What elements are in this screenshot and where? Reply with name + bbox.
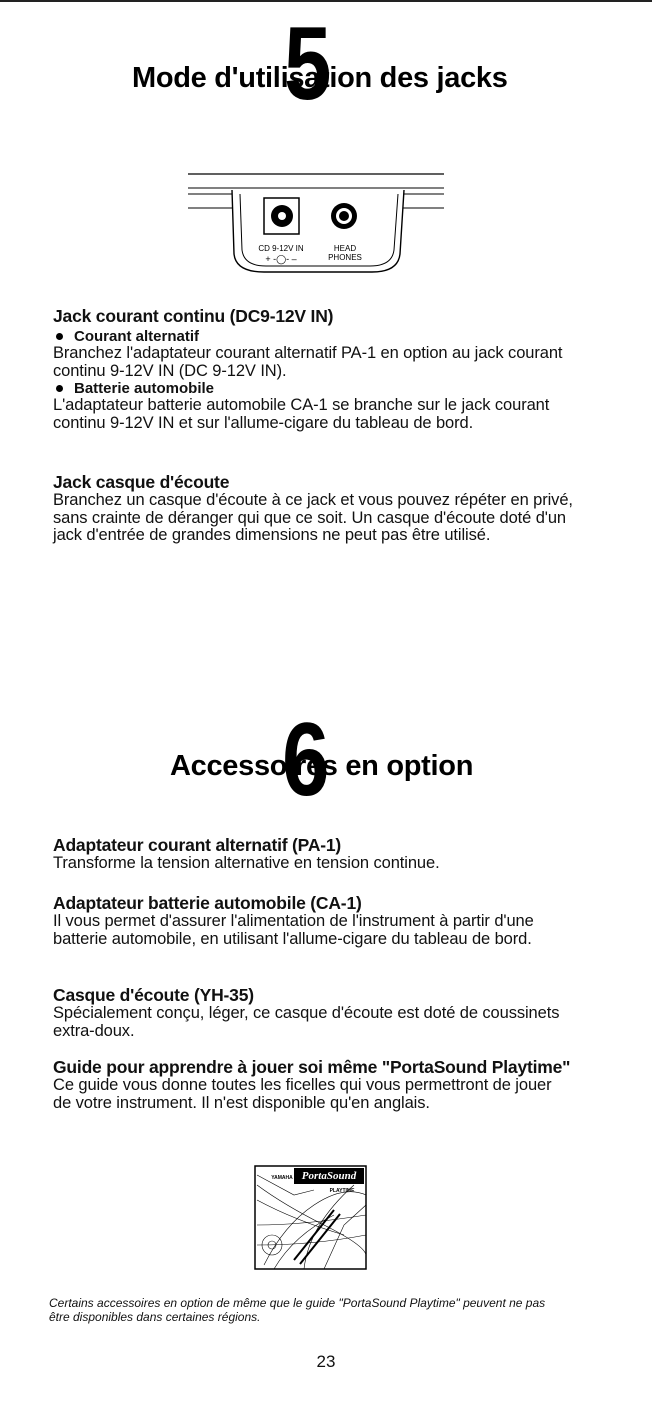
dc-jack-label: CD 9-12V IN bbox=[258, 244, 304, 253]
accessory-yh35 bbox=[53, 986, 573, 1040]
headphones-block bbox=[53, 473, 573, 545]
section-6-number: 6 bbox=[282, 702, 330, 818]
accessory-heading: Adaptateur batterie automobile (CA-1) bbox=[53, 893, 362, 913]
accessory-text: Il vous permet d'assurer l'alimentation de l'instrument à partir d'une batterie automobile, en utilisant l'allume-cigare du tableau de bord. bbox=[53, 912, 534, 948]
footnote: Certains accessoires en option de même que le guide "PortaSound Playtime" peuvent ne pas être disponibles dans certaines régions. bbox=[49, 1296, 546, 1324]
dc-jack-polarity: + -◯- – bbox=[265, 254, 297, 264]
ac-subheading bbox=[53, 328, 573, 345]
headphones-heading: Jack casque d'écoute bbox=[53, 472, 230, 492]
headphones-label-line1: HEAD bbox=[333, 244, 357, 253]
accessory-ca1 bbox=[53, 894, 573, 948]
car-subheading-label: Batterie automobile bbox=[74, 380, 215, 397]
accessory-heading: Guide pour apprendre à jouer soi même "PortaSound Playtime" bbox=[53, 1057, 571, 1077]
accessory-playtime-guide bbox=[53, 1058, 573, 1112]
accessory-heading: Casque d'écoute (YH-35) bbox=[53, 985, 254, 1005]
accessory-text: Ce guide vous donne toutes les ficelles qui vous permettront de jouer de votre instrument. Il n'est disponible qu'en anglais. bbox=[53, 1076, 552, 1112]
headphones-label-line2: PHONES bbox=[328, 253, 362, 262]
book-title: PortaSound bbox=[301, 1170, 357, 1182]
accessory-pa1 bbox=[53, 836, 573, 873]
section-6-title: Accessoires en option bbox=[170, 750, 474, 782]
accessory-text: Spécialement conçu, léger, ce casque d'écoute est doté de coussinets extra-doux. bbox=[53, 1004, 560, 1040]
section-5-title: Mode d'utilisation des jacks bbox=[132, 62, 508, 94]
dc-jack-block bbox=[53, 307, 573, 432]
page-number: 23 bbox=[316, 1352, 336, 1371]
bullet-icon bbox=[56, 385, 63, 392]
car-subheading bbox=[53, 380, 573, 397]
book-brand: YAMAHA bbox=[271, 1175, 293, 1181]
ac-subheading-label: Courant alternatif bbox=[74, 328, 200, 345]
ac-text: Branchez l'adaptateur courant alternatif PA-1 en option au jack courant continu 9-12V IN (DC 9-12V IN). bbox=[53, 344, 563, 380]
accessory-text: Transforme la tension alternative en tension continue. bbox=[53, 854, 440, 872]
playtime-book-cover-image bbox=[254, 1165, 368, 1271]
jack-panel-diagram bbox=[0, 168, 652, 278]
dc-jack-heading: Jack courant continu (DC9-12V IN) bbox=[53, 306, 334, 326]
bullet-icon bbox=[56, 333, 63, 340]
section-5-number: 5 bbox=[284, 6, 332, 122]
top-rule bbox=[0, 0, 652, 2]
car-text: L'adaptateur batterie automobile CA-1 se branche sur le jack courant continu 9-12V IN et sur l'allume-cigare du tableau de bord. bbox=[53, 396, 550, 432]
accessory-heading: Adaptateur courant alternatif (PA-1) bbox=[53, 835, 342, 855]
book-subtitle: PLAYTIME bbox=[329, 1188, 355, 1194]
headphones-text: Branchez un casque d'écoute à ce jack et vous pouvez répéter en privé, sans crainte de déranger qui que ce soit. Un casque d'écoute doté d'un jack d'entrée de grandes dimensions ne peut pas être utilisé. bbox=[53, 491, 573, 544]
